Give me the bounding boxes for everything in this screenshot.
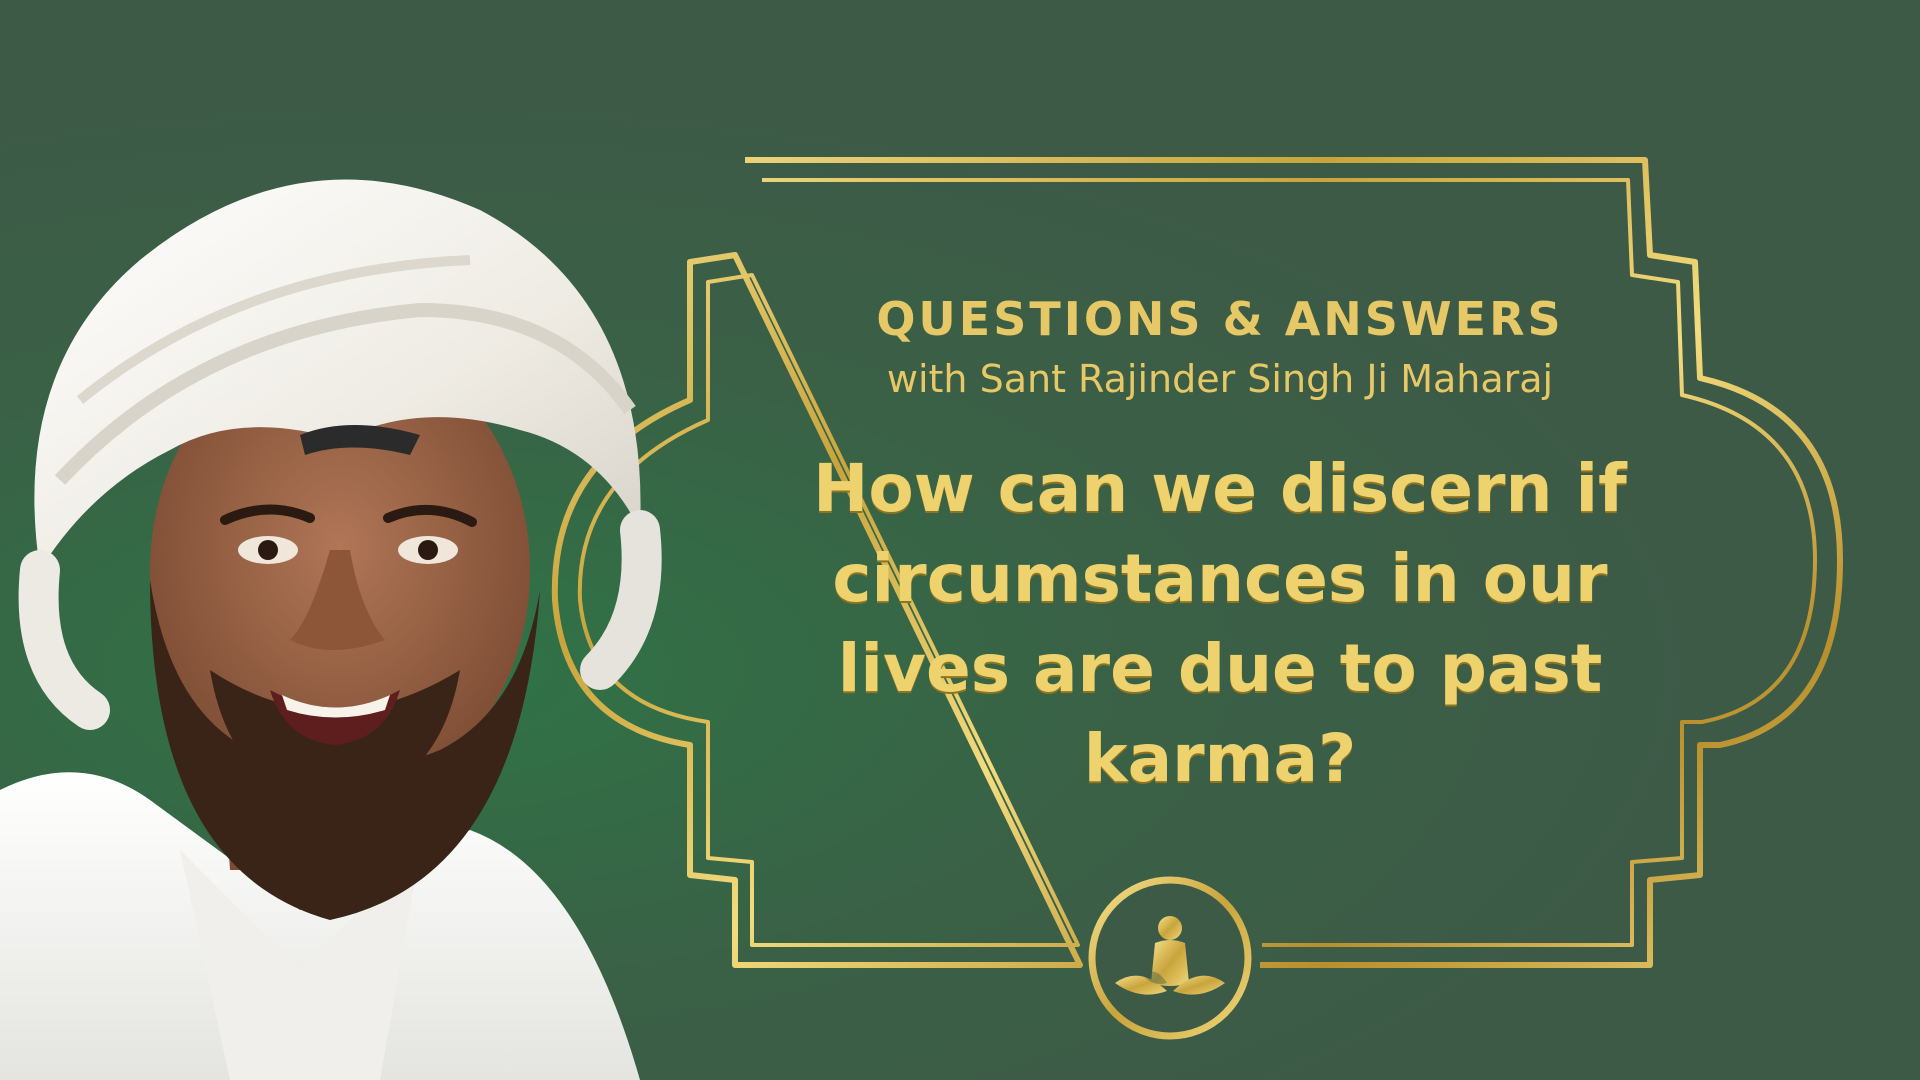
speaker-portrait <box>0 150 680 1080</box>
series-title: QUESTIONS & ANSWERS <box>876 292 1564 346</box>
question-text: How can we discern if circumstances in our lives are due to past karma? <box>813 450 1627 797</box>
headline-block <box>760 290 1680 804</box>
speaker-byline: with Sant Rajinder Singh Ji Maharaj <box>886 357 1554 401</box>
meditating-figure-lotus-icon <box>1085 873 1255 1043</box>
